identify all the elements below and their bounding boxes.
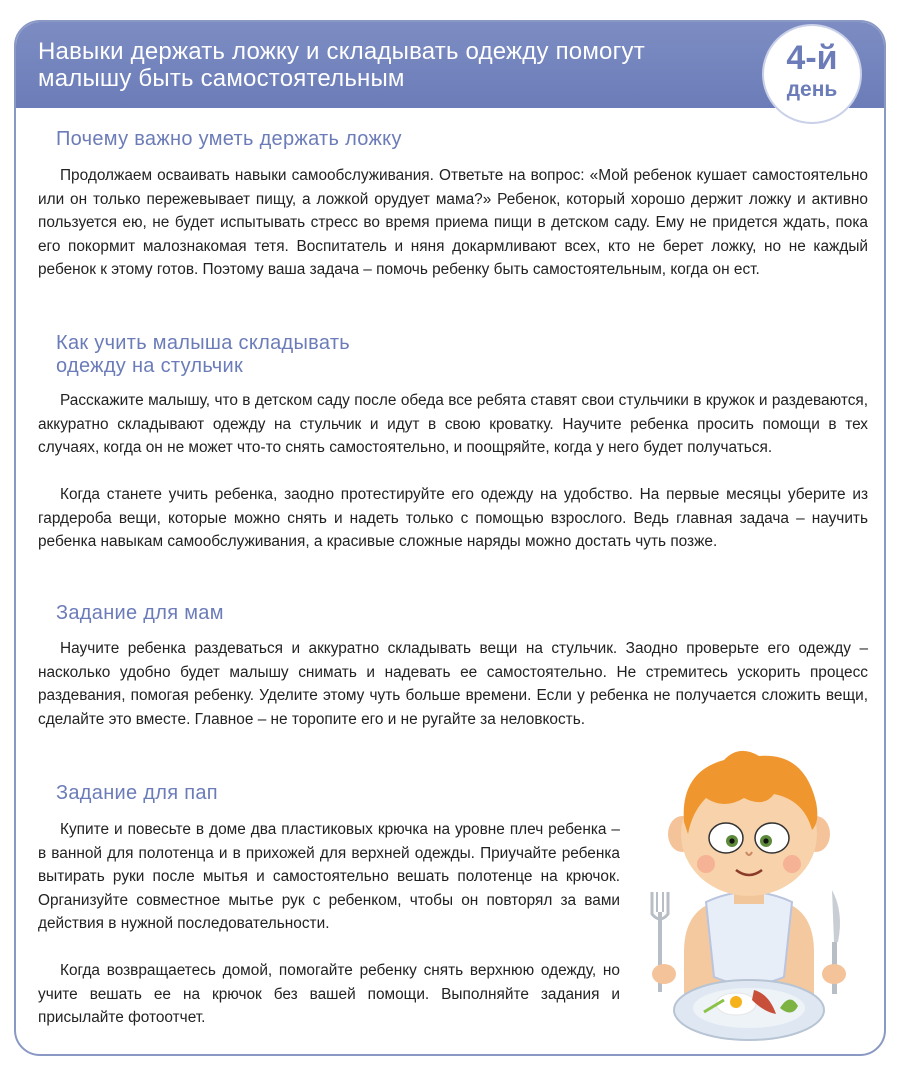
child-right-eye (755, 823, 789, 853)
child-right-hand (822, 964, 846, 984)
section-clothes-paragraph-1: Расскажите малышу, что в детском саду после обеда все ребята ставят свои стульчики в кружок и раздеваются, аккуратно складывают одежду на стульчик и идут в свою кроватку. Научите ребенка просить помощи в тех случаях, когда он не может что-то снять самостоятельно, и поощряйте, когда у него будет получаться. (38, 392, 868, 456)
day-badge-word: день (786, 78, 838, 101)
section-heading-clothes-line-2: одежду на стульчик (56, 355, 244, 377)
day-badge (762, 24, 862, 124)
section-heading-clothes (56, 332, 350, 378)
child-right-pupil-center (763, 838, 768, 843)
section-heading-moms: Задание для мам (56, 602, 224, 624)
section-heading-clothes-line-1: Как учить малыша складывать (56, 332, 351, 354)
page-title-line-1: Навыки держать ложку и складывать одежду помогут (38, 38, 645, 65)
child-left-hand (652, 964, 676, 984)
bib (706, 892, 792, 985)
child-right-cheek (783, 855, 801, 873)
section-heading-dads: Задание для пап (56, 782, 218, 804)
section-heading-spoon: Почему важно уметь держать ложку (56, 128, 402, 150)
child-eating-illustration (644, 742, 854, 1052)
page-title (38, 38, 758, 92)
title-banner (16, 22, 884, 108)
section-dads-paragraph-1: Купите и повесьте в доме два пластиковых крючка на уровне плеч ребенка – в ванной для полотенца и в прихожей для верхней одежды. Приучайте ребенка вытирать руки после мытья и самостоятельно вешать полотенце на крючок. Организуйте совместное мытье рук с ребенком, чтобы он повторял за вами действия в нужной последовательности. (38, 821, 620, 932)
child-left-cheek (697, 855, 715, 873)
page-title-line-2: малышу быть самостоятельным (38, 65, 405, 92)
section-clothes-paragraph-2: Когда станете учить ребенка, заодно протестируйте его одежду на удобство. На первые месяцы уберите из гардероба вещи, которые можно снять и надеть только с помощью взрослого. Ведь главная задача – научить ребенка навыкам самообслуживания, а красивые сложные наряды можно достать чуть позже. (38, 486, 868, 550)
section-moms-paragraph: Научите ребенка раздеваться и аккуратно складывать вещи на стульчик. Заодно проверьте его одежду – насколько удобно будет малышу снимать и надевать ее самостоятельно. Не стремитесь ускорить процесс раздевания, помогая ребенку. Уделите этому чуть больше времени. Если у ребенка не получается сложить вещи, сделайте это вместе. Главное – не торопите его и не ругайте за неловкость. (38, 640, 868, 728)
page-card (14, 20, 886, 1056)
section-dads-paragraph-2: Когда возвращаетесь домой, помогайте ребенку снять верхнюю одежду, но учите вешать ее на крючок без вашей помощи. Выполняйте задания и присылайте фотоотчет. (38, 962, 620, 1026)
egg-yolk (730, 996, 742, 1008)
child-left-eye (709, 823, 743, 853)
day-badge-number: 4-й (786, 39, 838, 77)
child-left-pupil-center (729, 838, 734, 843)
section-spoon-paragraph: Продолжаем осваивать навыки самообслуживания. Ответьте на вопрос: «Мой ребенок кушает самостоятельно или он только пережевывает пищу, а ложкой орудует мама?» Ребенок, который хорошо держит ложку и активно пользуется ею, не будет испытывать стресс во время приема пищи в детском саду. Ему не придется ждать, пока его покормит малознакомая тетя. Воспитатель и няня докармливают всех, кто не берет ложку, но не каждый ребенок к этому готов. Поэтому ваша задача – помочь ребенку быть самостоятельным, когда он ест. (38, 167, 868, 278)
